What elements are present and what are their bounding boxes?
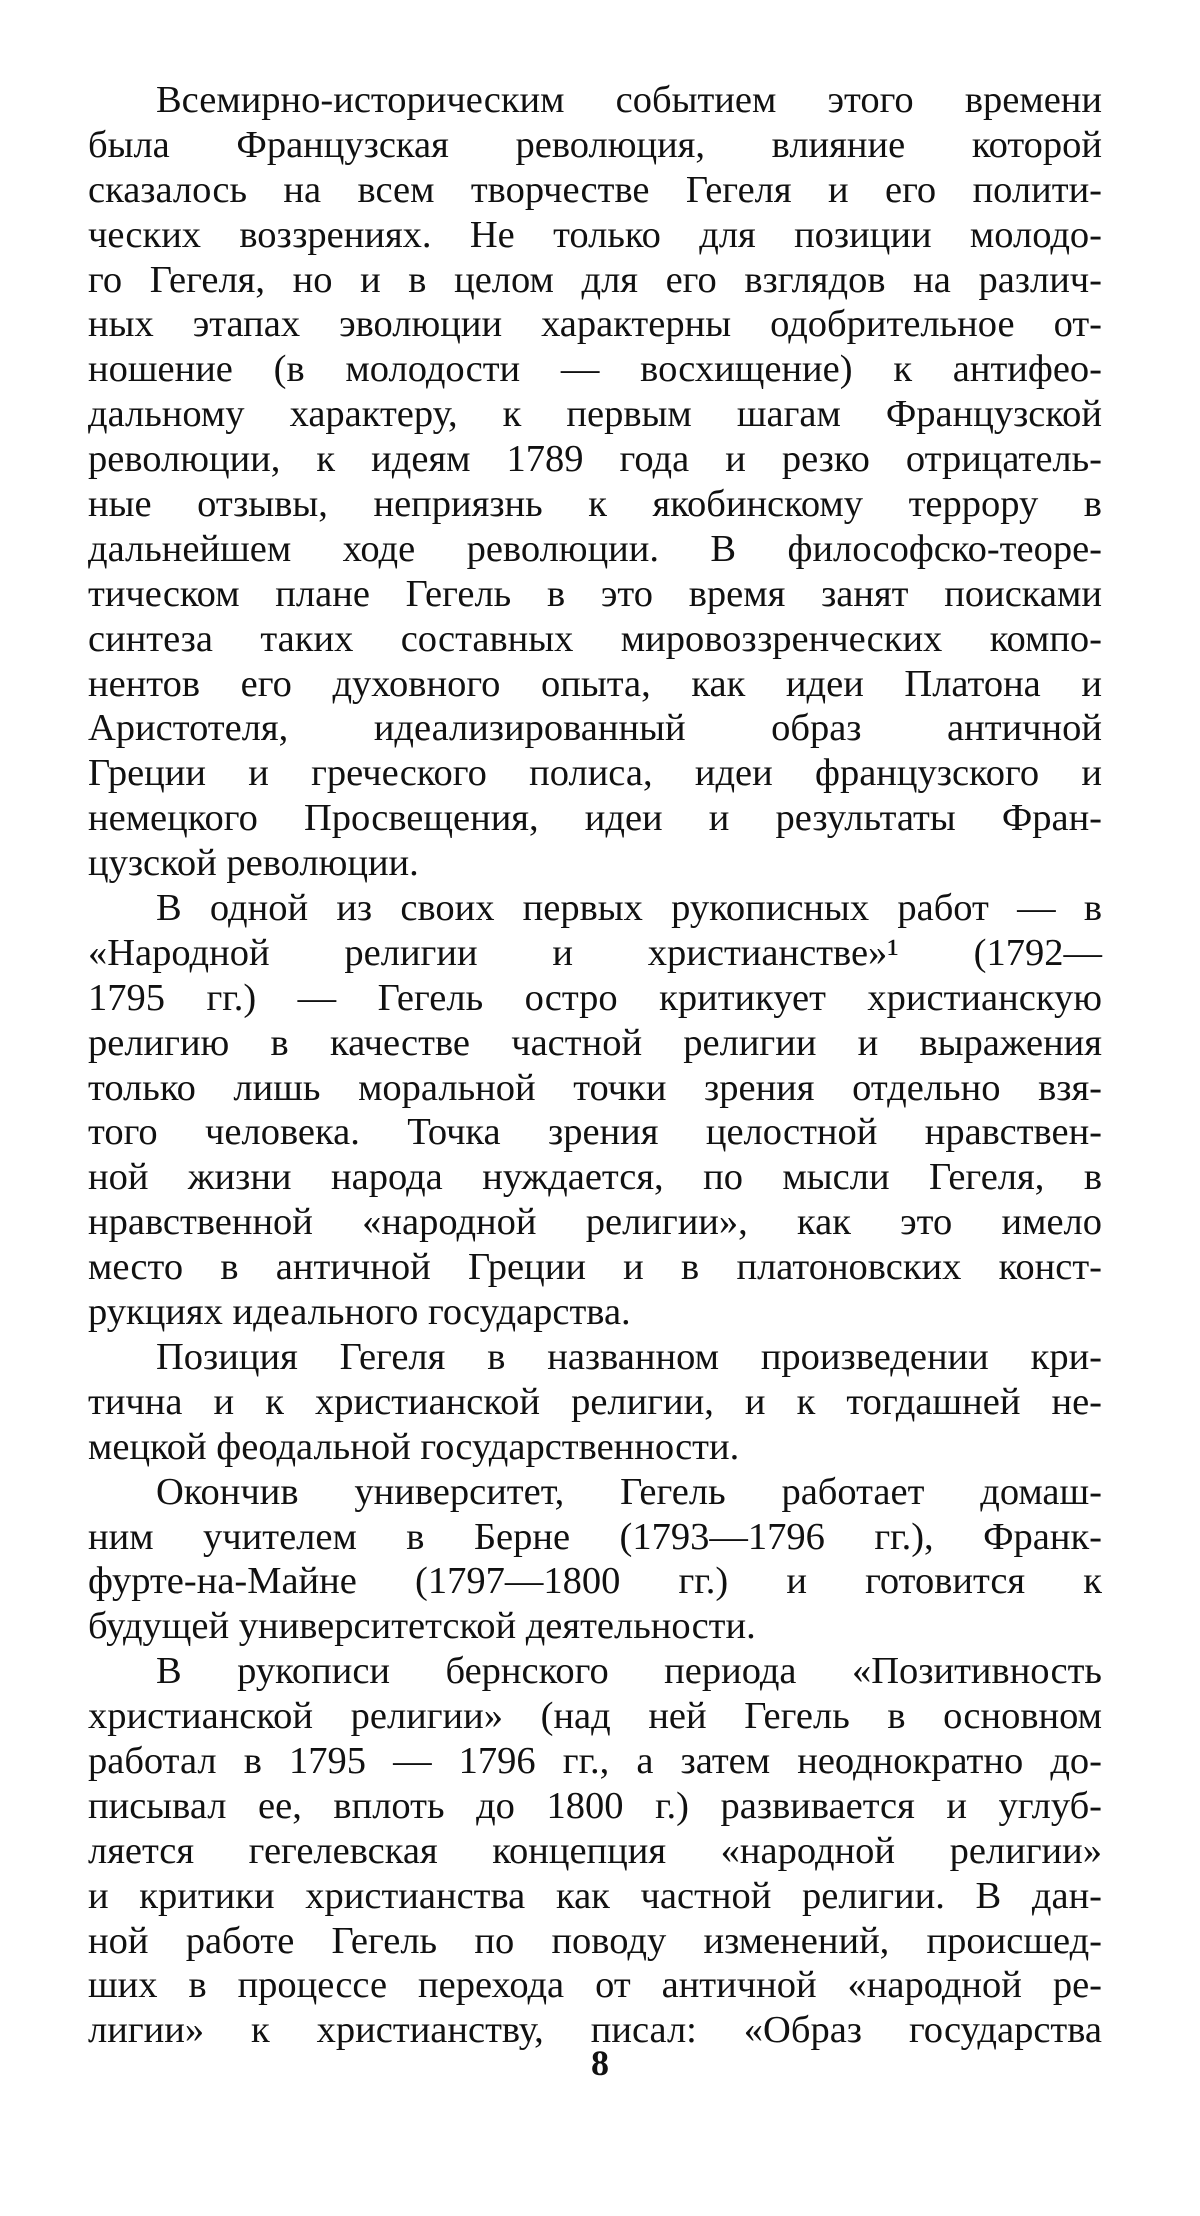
paragraph-2 — [88, 886, 1102, 1335]
text-line: лигии» к христианству, писал: «Образ государства — [88, 2009, 1102, 2052]
text-line: го Гегеля, но и в целом для его взглядов на различ- — [88, 258, 1102, 301]
text-line: тична и к христианской религии, и к тогдашней не- — [88, 1380, 1102, 1423]
text-line: ношение (в молодости — восхищение) к антифео- — [88, 348, 1102, 391]
text-line: В рукописи бернского периода «Позитивность — [156, 1650, 1102, 1693]
text-line: будущей университетской деятельности. — [88, 1605, 756, 1648]
text-line: ных этапах эволюции характерны одобрительное от- — [88, 303, 1102, 346]
page-body — [88, 78, 1102, 2053]
text-line: Всемирно-историческим событием этого времени — [156, 79, 1102, 121]
text-line: ляется гегелевская концепция «народной религии» — [88, 1829, 1102, 1872]
paragraph-1 — [88, 78, 1102, 886]
text-line: сказалось на всем творчестве Гегеля и его полити- — [88, 168, 1102, 211]
text-line: мецкой феодальной государственности. — [88, 1425, 740, 1468]
text-line: тическом плане Гегель в это время занят поисками — [88, 572, 1102, 615]
text-line: цузской революции. — [88, 842, 419, 885]
text-line: была Французская революция, влияние которой — [88, 123, 1102, 166]
text-line: ной жизни народа нуждается, по мысли Гегеля, в — [88, 1156, 1102, 1199]
text-line: Аристотеля, идеализированный образ античной — [88, 707, 1102, 750]
text-line: Окончив университет, Гегель работает домаш- — [156, 1470, 1102, 1513]
text-line: немецкого Просвещения, идеи и результаты Фран- — [88, 797, 1102, 840]
text-line: того человека. Точка зрения целостной нравствен- — [88, 1111, 1102, 1154]
text-line: рукциях идеального государства. — [88, 1291, 631, 1334]
text-line: ные отзывы, неприязнь к якобинскому террору в — [88, 483, 1102, 526]
text-line: Позиция Гегеля в названном произведении кри- — [156, 1335, 1102, 1378]
text-line: ческих воззрениях. Не только для позиции молодо- — [88, 213, 1102, 256]
text-line: только лишь моральной точки зрения отдельно взя- — [88, 1066, 1102, 1109]
text-line: дальнейшем ходе революции. В философско-теоре- — [88, 527, 1102, 570]
text-line: Греции и греческого полиса, идеи французского и — [88, 752, 1102, 795]
text-line: ним учителем в Берне (1793—1796 гг.), Франк- — [88, 1515, 1102, 1558]
text-line: «Народной религии и христианстве»¹ (1792— — [88, 931, 1102, 974]
text-line: нентов его духовного опыта, как идеи Платона и — [88, 662, 1102, 705]
paragraph-3 — [88, 1335, 1102, 1470]
text-line: 1795 гг.) — Гегель остро критикует христианскую — [88, 976, 1102, 1019]
text-line: В одной из своих первых рукописных работ — в — [156, 887, 1102, 930]
text-line: писывал ее, вплоть до 1800 г.) развивается и углуб- — [88, 1784, 1102, 1827]
text-line: фурте-на-Майне (1797—1800 гг.) и готовится к — [88, 1560, 1102, 1603]
text-line: нравственной «народной религии», как это имело — [88, 1201, 1102, 1244]
text-line: работал в 1795 — 1796 гг., а затем неоднократно до- — [88, 1739, 1102, 1782]
paragraph-5 — [88, 1649, 1102, 2053]
text-line: религию в качестве частной религии и выражения — [88, 1021, 1102, 1064]
text-line: ной работе Гегель по поводу изменений, происшед- — [88, 1919, 1102, 1962]
text-line: христианской религии» (над ней Гегель в основном — [88, 1695, 1102, 1738]
text-line: дальному характеру, к первым шагам Французской — [88, 393, 1102, 436]
page-number: 8 — [591, 2043, 609, 2083]
text-line: и критики христианства как частной религии. В дан- — [88, 1874, 1102, 1917]
paragraph-4 — [88, 1470, 1102, 1650]
text-line: синтеза таких составных мировоззренческих компо- — [88, 617, 1102, 660]
text-line: место в античной Греции и в платоновских конст- — [88, 1246, 1102, 1289]
text-line: ших в процессе перехода от античной «народной ре- — [88, 1964, 1102, 2007]
text-line: революции, к идеям 1789 года и резко отрицатель- — [88, 438, 1102, 481]
